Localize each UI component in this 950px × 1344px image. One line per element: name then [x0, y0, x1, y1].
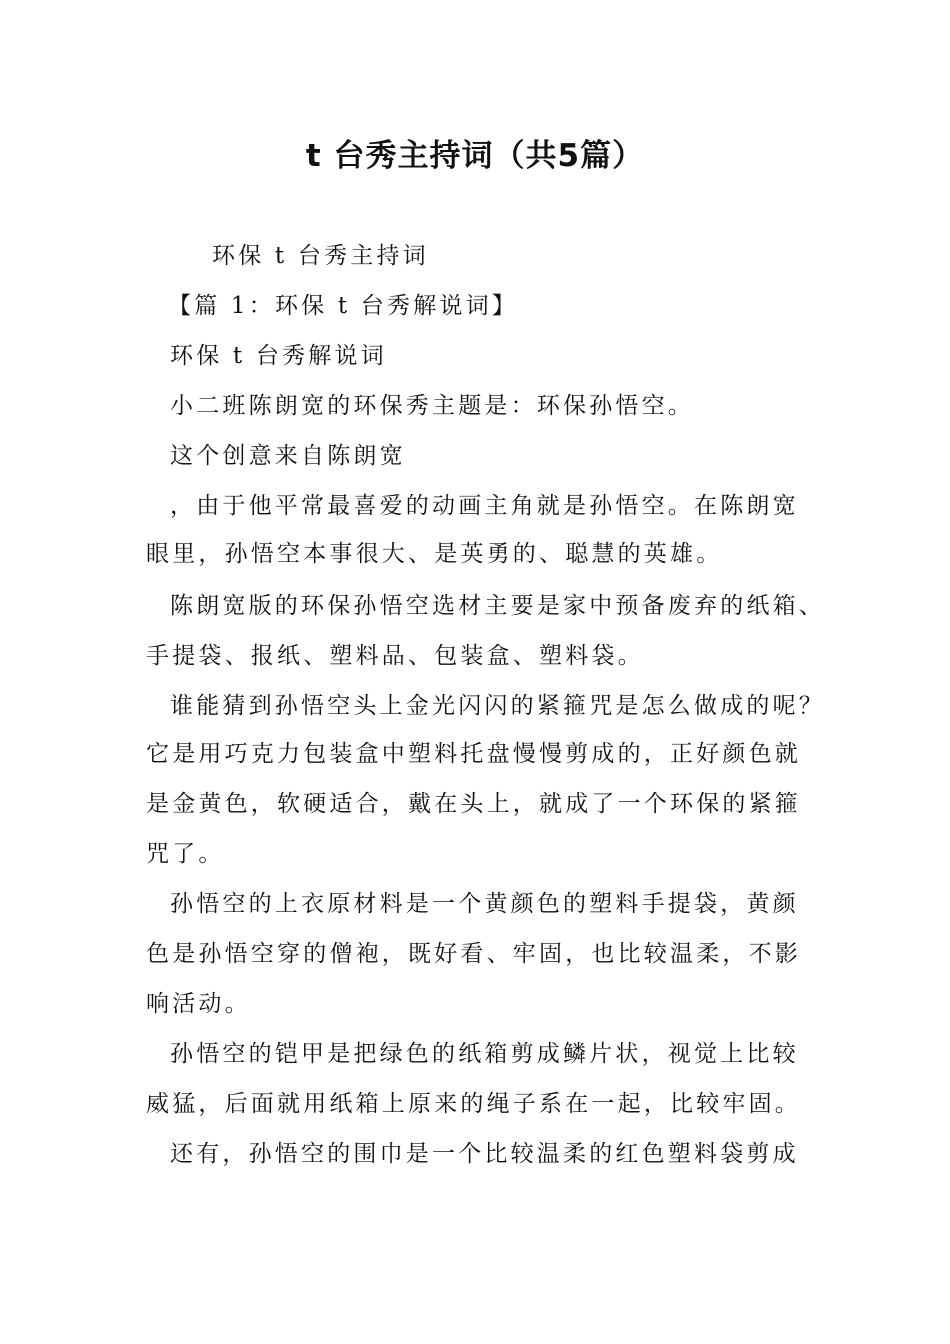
paragraph-line: 手提袋、报纸、塑料品、包装盒、塑料袋。 [146, 643, 644, 669]
subtitle-line: 环保 t 台秀主持词 [212, 243, 429, 269]
paragraph-line: 谁能猜到孙悟空头上金光闪闪的紧箍咒是怎么做成的呢？ [170, 693, 825, 719]
section-heading: 【篇 1：环保 t 台秀解说词】 [168, 293, 519, 319]
paragraph-line: 陈朗宽版的环保孙悟空选材主要是家中预备废弃的纸箱、 [170, 593, 825, 619]
paragraph-line: 色是孙悟空穿的僧袍，既好看、牢固，也比较温柔，不影 [146, 941, 801, 967]
paragraph-line: 小二班陈朗宽的环保秀主题是：环保孙悟空。 [170, 393, 694, 419]
paragraph-line: 环保 t 台秀解说词 [170, 343, 387, 369]
paragraph-line: 这个创意来自陈朗宽 [170, 443, 406, 469]
paragraph-line: 眼里，孙悟空本事很大、是英勇的、聪慧的英雄。 [146, 541, 723, 567]
paragraph-line: 还有，孙悟空的围巾是一个比较温柔的红色塑料袋剪成 [170, 1141, 799, 1167]
paragraph-line: 威猛，后面就用纸箱上原来的绳子系在一起，比较牢固。 [146, 1091, 801, 1117]
paragraph-line: 咒了。 [146, 841, 225, 867]
paragraph-line: 孙悟空的铠甲是把绿色的纸箱剪成鳞片状，视觉上比较 [170, 1041, 799, 1067]
paragraph-line: 响活动。 [146, 991, 251, 1017]
paragraph-line: ，由于他平常最喜爱的动画主角就是孙悟空。在陈朗宽 [170, 493, 799, 519]
paragraph-line: 是金黄色，软硬适合，戴在头上，就成了一个环保的紧箍 [146, 791, 801, 817]
paragraph-line: 孙悟空的上衣原材料是一个黄颜色的塑料手提袋，黄颜 [170, 891, 799, 917]
page-title: t 台秀主持词（共5篇） [305, 138, 645, 174]
paragraph-line: 它是用巧克力包装盒中塑料托盘慢慢剪成的，正好颜色就 [146, 741, 801, 767]
